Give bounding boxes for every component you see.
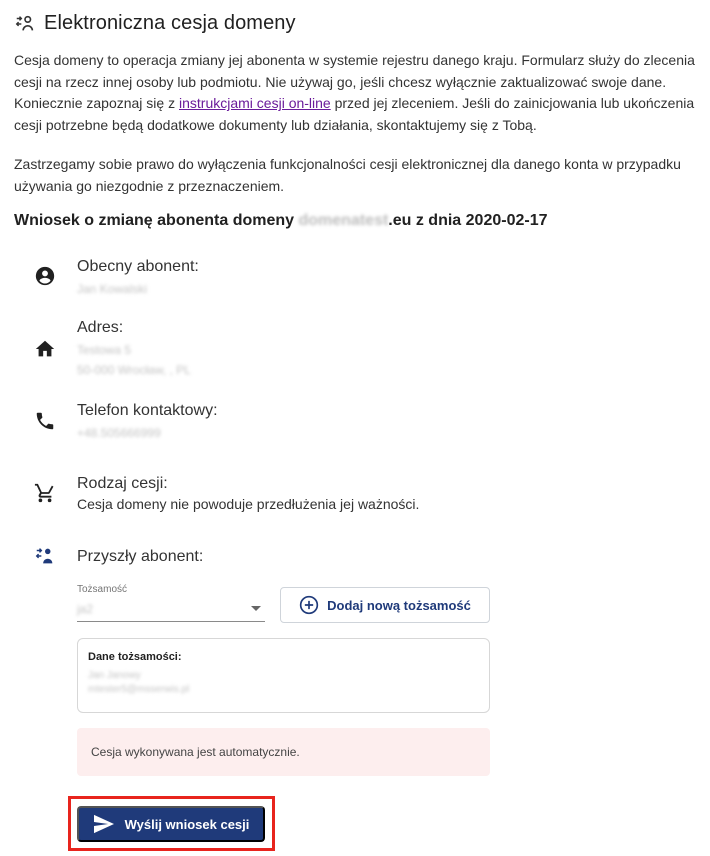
transfer-type-value: Cesja domeny nie powoduje przedłużenia jej ważności. — [77, 496, 420, 512]
identity-select-label: Tożsamość — [77, 584, 128, 595]
address-label: Adres: — [77, 319, 124, 336]
phone-icon — [34, 410, 56, 432]
add-identity-button[interactable] — [280, 587, 490, 623]
intro-paragraph — [14, 50, 704, 136]
intro-text-2: przed jej zleceniem. Jeśli do zainicjowania lub ukończenia cesji potrzebne będą dodatkowe dokumenty lub działania, skontaktujemy się z Tobą. — [14, 95, 695, 133]
future-owner-label: Przyszły abonent: — [77, 548, 204, 565]
reservation-note: Zastrzegamy sobie prawo do wyłączenia funkcjonalności cesji elektronicznej dla danego konta w przypadku używania go niezgodnie z przeznaczeniem. — [14, 156, 681, 194]
account-circle-icon — [34, 265, 56, 287]
add-identity-label: Dodaj nową tożsamość — [327, 597, 471, 613]
future-owner-section — [77, 547, 203, 567]
address-line-2: 50-000 Wrocław, , PL — [77, 363, 191, 377]
transfer-type-section — [77, 474, 419, 514]
request-prefix: Wniosek o zmianę abonenta domeny — [14, 212, 299, 229]
phone-value: +48.505666999 — [77, 426, 161, 440]
auto-transfer-alert: Cesja wykonywana jest automatycznie. — [77, 728, 490, 776]
person-swap-icon — [34, 545, 56, 567]
current-owner-label: Obecny abonent: — [77, 258, 199, 275]
identity-select-value: ja2 — [77, 602, 94, 616]
dropdown-arrow-icon[interactable] — [251, 606, 261, 611]
submit-transfer-label: Wyślij wniosek cesji — [124, 816, 250, 832]
home-icon — [34, 338, 56, 360]
request-suffix: .eu z dnia 2020-02-17 — [388, 212, 548, 229]
identity-details-line-2: mtester5@msserwis.pl — [88, 684, 190, 695]
request-title — [14, 212, 547, 230]
instructions-link[interactable]: instrukcjami cesji on-line — [179, 95, 331, 111]
plus-circle-icon — [299, 595, 319, 615]
person-swap-icon — [14, 13, 36, 35]
address-line-1: Testowa 5 — [77, 343, 132, 357]
page-header — [14, 12, 296, 35]
current-owner-value: Jan Kowalski — [77, 282, 148, 296]
request-domain: domenatest — [298, 212, 389, 229]
submit-transfer-button[interactable] — [77, 806, 265, 842]
identity-details-line-1: Jan Janowy — [88, 670, 141, 681]
transfer-type-label: Rodzaj cesji: — [77, 475, 168, 492]
identity-details-title: Dane tożsamości: — [88, 651, 182, 663]
identity-details-box — [77, 638, 490, 713]
phone-section — [77, 401, 218, 443]
identity-select[interactable] — [77, 582, 265, 622]
cart-icon — [34, 482, 56, 504]
phone-label: Telefon kontaktowy: — [77, 402, 218, 419]
current-owner-section — [77, 257, 199, 299]
address-section — [77, 318, 191, 380]
intro-text-1: Cesja domeny to operacja zmiany jej abonenta w systemie rejestru danego kraju. Formularz służy do zlecenia cesji na rzecz innej osoby lub podmiotu. Nie używaj go, jeśli chcesz wyłącznie zaktualizować swoje dane. Koniecznie zapoznaj się z — [14, 52, 695, 111]
page-title: Elektroniczna cesja domeny — [44, 12, 296, 34]
send-icon — [93, 814, 115, 834]
